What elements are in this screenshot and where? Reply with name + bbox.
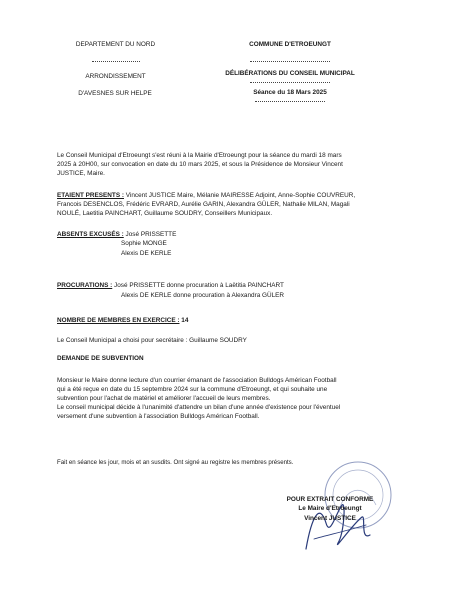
header-left-divider [92, 61, 140, 62]
procurations-line-1 [57, 282, 284, 290]
header-right-divider-1 [250, 61, 330, 62]
header-right-divider-3 [255, 101, 325, 102]
header-deliberations: DÉLIBÉRATIONS DU CONSEIL MUNICIPAL [225, 70, 355, 77]
absent-name-3: Alexis DE KERLE [121, 250, 172, 257]
membres-value: 14 [179, 317, 189, 324]
presents-names-1: Vincent JUSTICE Maire, Mélanie MAIRESSE Adjoint, Anne-Sophie COUVREUR, [124, 192, 356, 199]
procuration-1: José PRISSETTE donne procuration à Laëtitia PAINCHART [112, 282, 284, 289]
intro-line-3: JUSTICE, Maire. [57, 170, 105, 177]
absent-name-1: José PRISSETTE [123, 231, 177, 238]
header-arrondissement: ARRONDISSEMENT [85, 73, 146, 80]
intro-line-2: 2025 à 20H00, sur convocation en date du 10 mars 2025, et sous la Présidence de Monsieur Vincent [57, 161, 343, 168]
body-p2-line-1: Le conseil municipal décide à l'unanimité d'attendre un bilan d'une année d'existence pour l'éventuel [57, 404, 341, 411]
procurations-label: PROCURATIONS : [57, 282, 113, 289]
absents-line-1 [57, 231, 176, 239]
signature-name: Vincent JUSTICE [304, 515, 356, 522]
intro-line-1: Le Conseil Municipal d'Etroeungt s'est réuni à la Mairie d'Etroeungt pour la séance du mardi 18 mars [57, 152, 342, 159]
header-departement: DEPARTEMENT DU NORD [75, 41, 156, 48]
membres-line [57, 317, 188, 325]
absents-label: ABSENTS EXCUSÉS : [57, 231, 124, 238]
presents-label: ETAIENT PRESENTS : [57, 192, 124, 199]
presents-line-3: NOULÉ, Laetitia PAINCHART, Guillaume SOUDRY, Conseillers Municipaux. [57, 210, 273, 217]
body-p1-line-3: subvention pour l'achat de matériel et améliorer l'accueil de leurs membres. [57, 395, 271, 402]
absent-name-2: Sophie MONGE [121, 240, 167, 247]
header-right-divider-2 [250, 82, 330, 83]
body-p1-line-2: qui a été reçue en date du 15 septembre 2024 sur la commune d'Etroeungt, et qui souhaite une [57, 386, 328, 393]
body-p1-line-1: Monsieur le Maire donne lecture d'un courrier émanant de l'association Bulldogs Américan Football [57, 377, 337, 384]
secretaire-line: Le Conseil Municipal a choisi pour secrétaire : Guillaume SOUDRY [57, 337, 247, 344]
presents-line-1 [57, 192, 355, 200]
closing-line: Fait en séance les jour, mois et an susdits. Ont signé au registre les membres présents. [57, 459, 294, 466]
signature-pour-extrait: POUR EXTRAIT CONFORME [286, 496, 374, 503]
header-avesnes: D'AVESNES SUR HELPE [78, 90, 152, 97]
procuration-2: Alexis DE KERLE donne procuration à Alexandra GÜLER [121, 292, 285, 299]
presents-line-2: Francois DESENCLOS, Frédéric EVRARD, Aurélie GARIN, Alexandra GÜLER, Nathalie MILAN, Magali [57, 201, 350, 208]
demande-title: DEMANDE DE SUBVENTION [57, 355, 144, 362]
signature-le-maire: Le Maire d'Etroeungt [298, 505, 362, 512]
header-commune: COMMUNE D'ETROEUNGT [249, 41, 331, 48]
header-seance: Séance du 18 Mars 2025 [253, 89, 327, 96]
membres-label: NOMBRE DE MEMBRES EN EXERCICE : [57, 317, 180, 324]
body-p2-line-2: versement d'une subvention à l'association Bulldogs Américan Football. [57, 413, 260, 420]
